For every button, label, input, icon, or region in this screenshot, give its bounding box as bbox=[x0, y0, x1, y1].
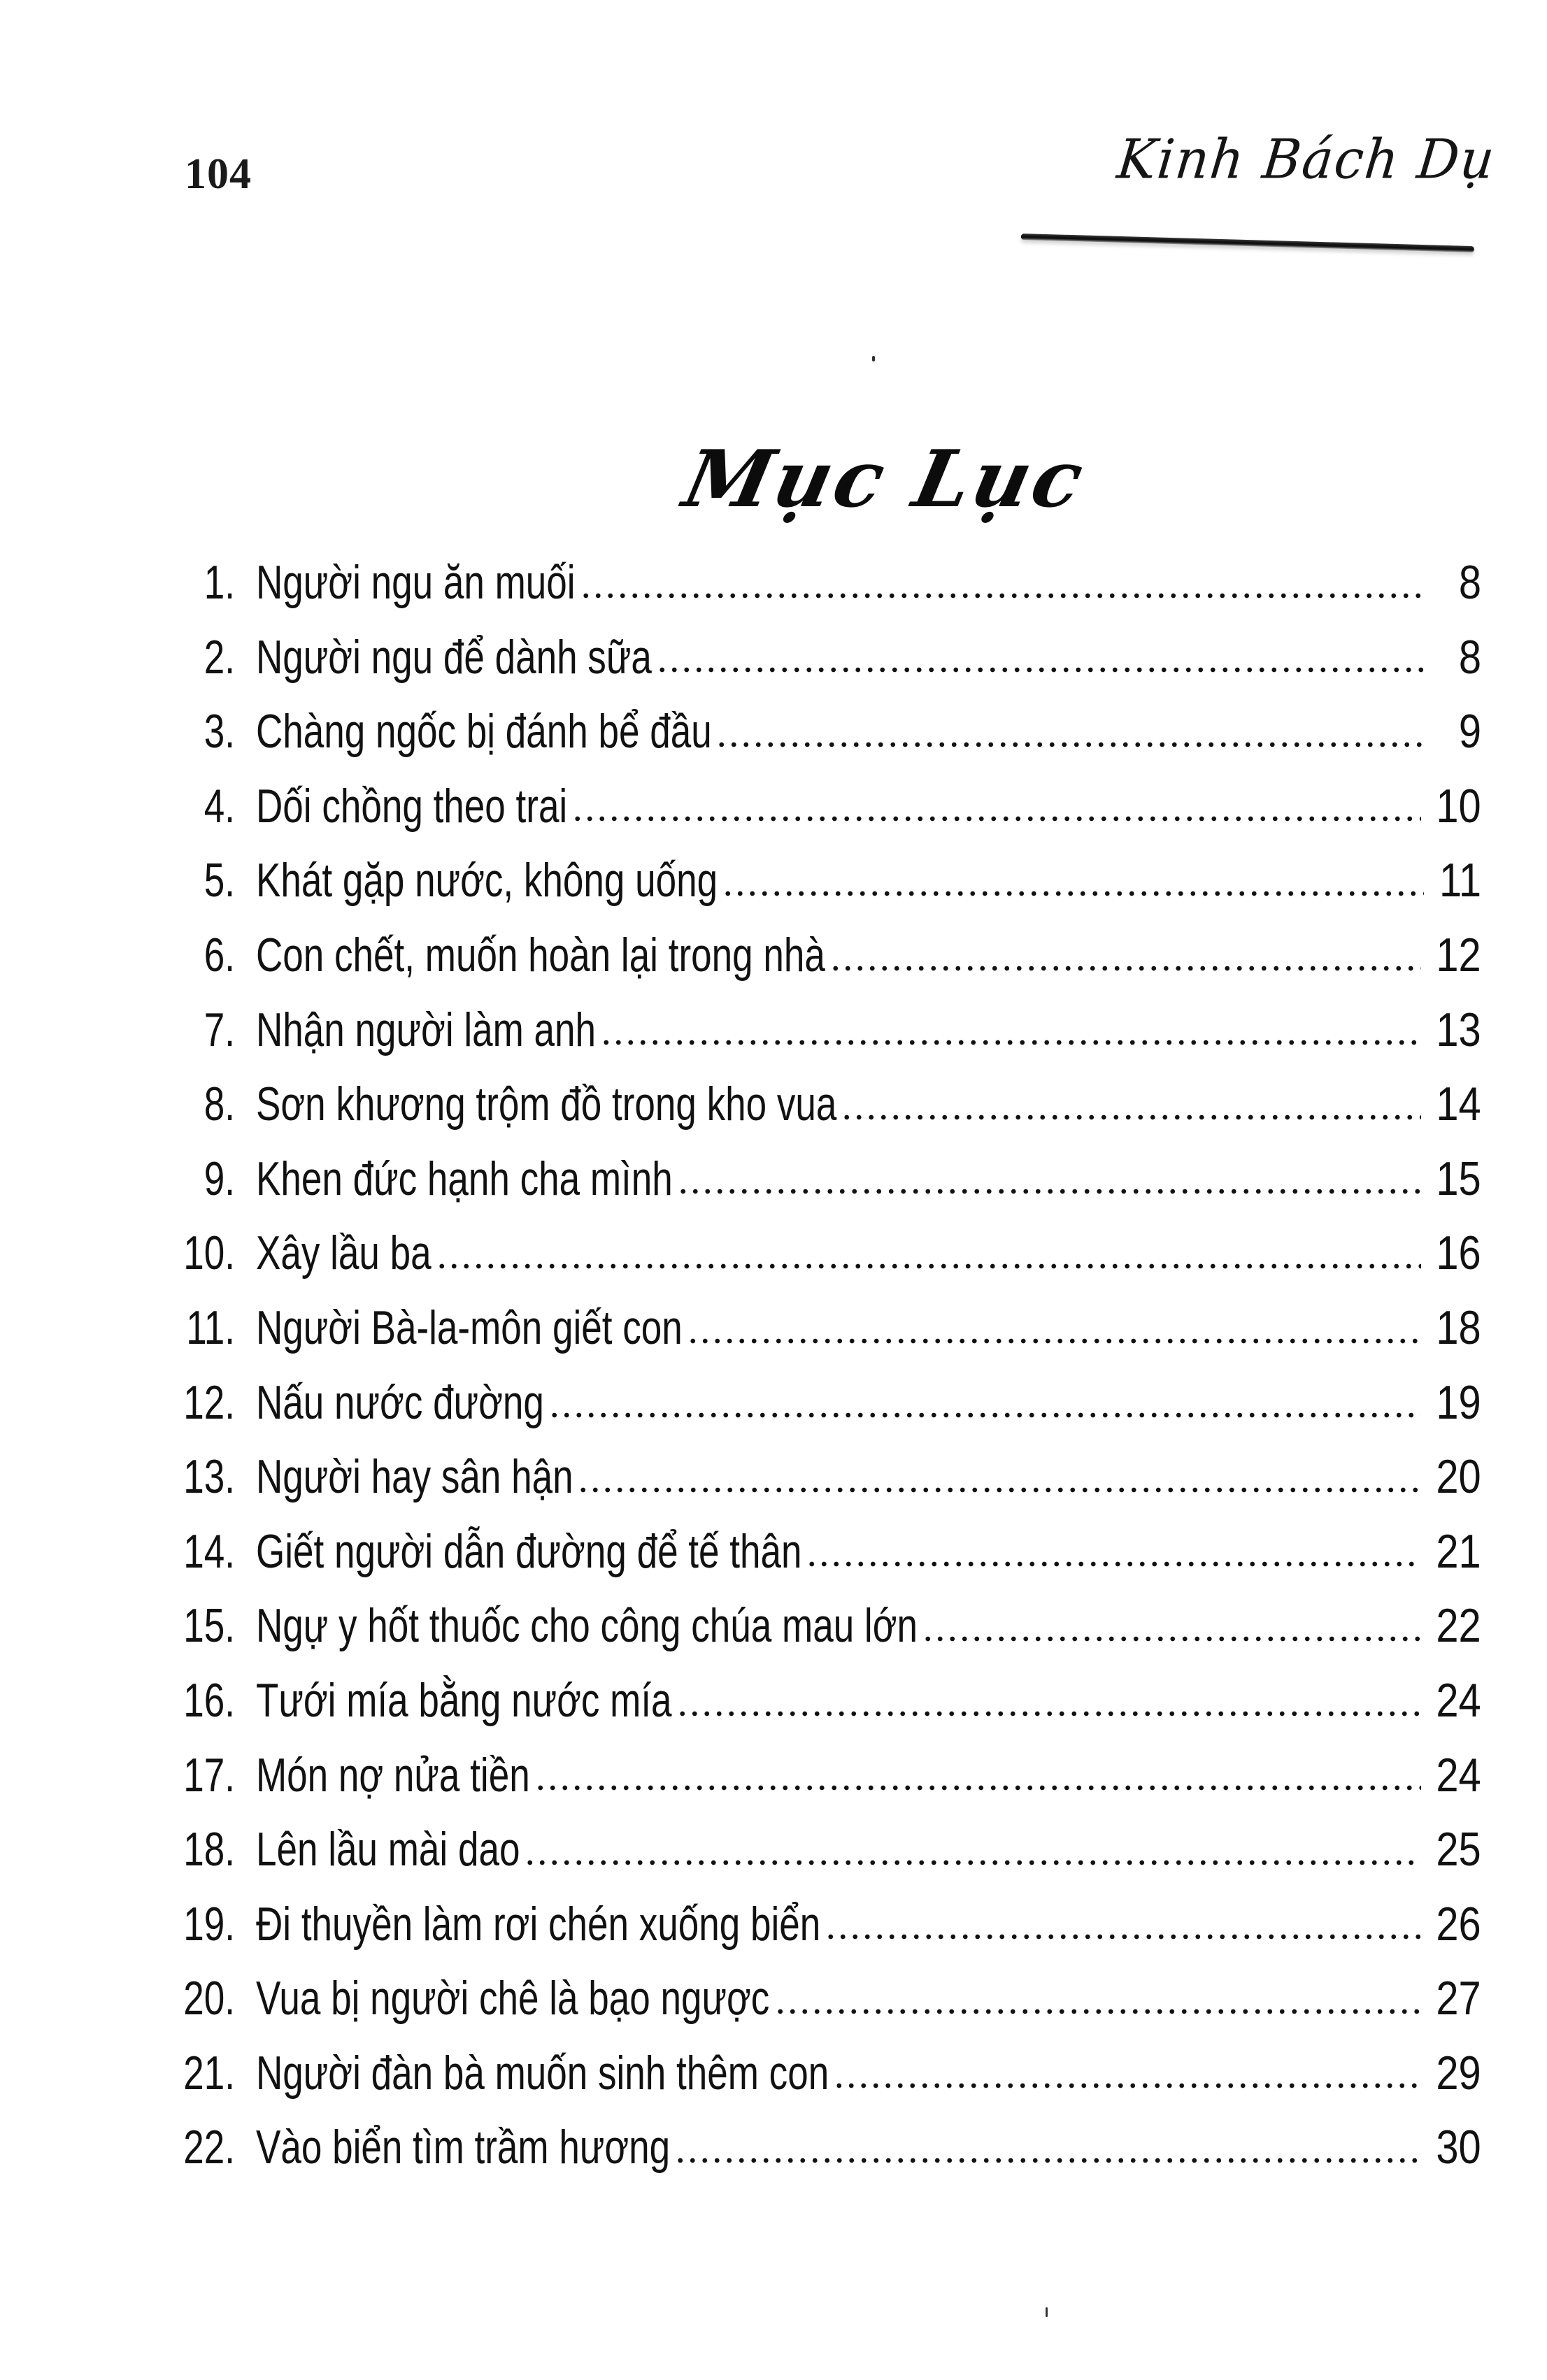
entry-title: Ngự y hốt thuốc cho công chúa mau lớn bbox=[256, 1599, 918, 1653]
entry-page: 21 bbox=[1436, 1524, 1481, 1578]
toc-entry[interactable] bbox=[159, 1067, 1481, 1142]
entry-page: 25 bbox=[1436, 1823, 1481, 1877]
entry-title: Người Bà-la-môn giết con bbox=[256, 1300, 683, 1354]
entry-number: 18. bbox=[183, 1823, 235, 1877]
entry-page: 11 bbox=[1439, 854, 1481, 908]
entry-title: Giết người dẫn đường để tế thân bbox=[256, 1524, 802, 1578]
toc-entry[interactable] bbox=[159, 2036, 1481, 2111]
dot-leader bbox=[656, 665, 1424, 675]
entry-title: Người ngu để dành sữa bbox=[256, 630, 652, 684]
entry-page: 19 bbox=[1436, 1375, 1481, 1429]
entry-page: 15 bbox=[1436, 1152, 1481, 1205]
entry-page: 22 bbox=[1436, 1599, 1481, 1653]
dot-leader bbox=[436, 1261, 1421, 1271]
toc-entry[interactable] bbox=[159, 769, 1481, 844]
entry-number: 4. bbox=[204, 779, 235, 833]
dot-leader bbox=[722, 889, 1424, 898]
toc-entry[interactable] bbox=[159, 1812, 1481, 1887]
entry-page: 14 bbox=[1436, 1077, 1481, 1131]
header-rule bbox=[1021, 234, 1474, 252]
dot-leader bbox=[600, 1038, 1421, 1047]
toc-entry[interactable] bbox=[159, 1142, 1481, 1217]
entry-title: Người đàn bà muốn sinh thêm con bbox=[256, 2046, 829, 2100]
entry-number: 2. bbox=[204, 630, 235, 684]
entry-page: 8 bbox=[1458, 556, 1481, 609]
toc-entry[interactable] bbox=[159, 1738, 1481, 1813]
entry-page: 30 bbox=[1436, 2121, 1481, 2174]
dot-leader bbox=[580, 591, 1424, 601]
stray-mark bbox=[1046, 2307, 1048, 2317]
toc-entry[interactable] bbox=[159, 2110, 1481, 2185]
entry-number: 16. bbox=[183, 1673, 235, 1727]
entry-page: 16 bbox=[1436, 1226, 1481, 1280]
entry-number: 13. bbox=[183, 1450, 235, 1504]
dot-leader bbox=[829, 963, 1421, 973]
entry-title: Lên lầu mài dao bbox=[256, 1823, 520, 1877]
entry-title: Khen đức hạnh cha mình bbox=[256, 1152, 673, 1205]
running-title: Kinh Bách Dụ bbox=[1114, 127, 1499, 192]
dot-leader bbox=[548, 1410, 1421, 1420]
dot-leader bbox=[774, 2007, 1422, 2016]
entry-page: 9 bbox=[1458, 705, 1481, 759]
entry-number: 6. bbox=[204, 928, 235, 982]
toc-entry[interactable] bbox=[159, 1887, 1481, 1962]
toc-entry[interactable] bbox=[159, 620, 1481, 695]
toc-entry[interactable] bbox=[159, 843, 1481, 918]
entry-page: 8 bbox=[1458, 630, 1481, 684]
entry-title: Món nợ nửa tiền bbox=[256, 1748, 530, 1802]
entry-number: 17. bbox=[183, 1748, 235, 1802]
entry-title: Chàng ngốc bị đánh bể đầu bbox=[256, 705, 712, 759]
toc-entry[interactable] bbox=[159, 545, 1481, 620]
dot-leader bbox=[841, 1112, 1421, 1122]
entry-number: 1. bbox=[204, 556, 235, 609]
dot-leader bbox=[806, 1559, 1421, 1569]
entry-page: 24 bbox=[1436, 1748, 1481, 1802]
entry-number: 11. bbox=[186, 1300, 235, 1354]
entry-page: 27 bbox=[1436, 1972, 1481, 2026]
entry-title: Xây lầu ba bbox=[256, 1226, 432, 1280]
stray-mark bbox=[872, 356, 875, 361]
entry-page: 24 bbox=[1436, 1673, 1481, 1727]
entry-title: Khát gặp nước, không uống bbox=[256, 854, 718, 908]
entry-number: 15. bbox=[183, 1599, 235, 1653]
entry-number: 20. bbox=[183, 1972, 235, 2026]
entry-page: 12 bbox=[1436, 928, 1481, 982]
entry-title: Người hay sân hận bbox=[256, 1450, 573, 1504]
entry-title: Vua bị người chê là bạo ngược bbox=[256, 1972, 770, 2026]
dot-leader bbox=[833, 2081, 1421, 2091]
entry-page: 13 bbox=[1436, 1003, 1481, 1056]
entry-page: 18 bbox=[1436, 1300, 1481, 1354]
toc-entry[interactable] bbox=[159, 1514, 1481, 1589]
toc-entry[interactable] bbox=[159, 1365, 1481, 1440]
entry-number: 5. bbox=[204, 854, 235, 908]
entry-number: 8. bbox=[204, 1077, 235, 1131]
entry-page: 10 bbox=[1436, 779, 1481, 833]
dot-leader bbox=[534, 1783, 1421, 1793]
toc-entry[interactable] bbox=[159, 993, 1481, 1068]
toc-title: Mục Lục bbox=[676, 433, 1094, 526]
dot-leader bbox=[524, 1858, 1421, 1868]
entry-title: Dối chồng theo trai bbox=[256, 779, 568, 833]
dot-leader bbox=[676, 1709, 1422, 1719]
toc-entry[interactable] bbox=[159, 1216, 1481, 1291]
dot-leader bbox=[687, 1336, 1422, 1346]
toc-entry[interactable] bbox=[159, 1440, 1481, 1514]
toc-entry[interactable] bbox=[159, 1589, 1481, 1663]
dot-leader bbox=[674, 2156, 1421, 2165]
entry-title: Sơn khương trộm đồ trong kho vua bbox=[256, 1077, 837, 1131]
dot-leader bbox=[677, 1187, 1422, 1196]
entry-number: 14. bbox=[183, 1524, 235, 1578]
dot-leader bbox=[571, 814, 1421, 824]
entry-page: 20 bbox=[1436, 1450, 1481, 1504]
toc-entry[interactable] bbox=[159, 918, 1481, 993]
toc-list bbox=[159, 545, 1481, 2185]
page-number: 104 bbox=[185, 150, 252, 198]
entry-number: 21. bbox=[183, 2046, 235, 2100]
entry-title: Nhận người làm anh bbox=[256, 1003, 597, 1056]
entry-page: 29 bbox=[1436, 2046, 1481, 2100]
entry-number: 19. bbox=[183, 1897, 235, 1951]
entry-page: 26 bbox=[1436, 1897, 1481, 1951]
dot-leader bbox=[577, 1485, 1421, 1495]
entry-title: Người ngu ăn muối bbox=[256, 556, 576, 609]
toc-entry[interactable] bbox=[159, 1291, 1481, 1365]
entry-title: Vào biển tìm trầm hương bbox=[256, 2121, 671, 2174]
entry-number: 9. bbox=[204, 1152, 235, 1205]
dot-leader bbox=[715, 740, 1424, 750]
dot-leader bbox=[922, 1634, 1422, 1644]
entry-title: Tưới mía bằng nước mía bbox=[256, 1673, 672, 1727]
toc-entry[interactable] bbox=[159, 1663, 1481, 1738]
toc-entry[interactable] bbox=[159, 694, 1481, 769]
entry-number: 3. bbox=[204, 705, 235, 759]
entry-number: 10. bbox=[183, 1226, 235, 1280]
entry-number: 7. bbox=[204, 1003, 235, 1056]
toc-entry[interactable] bbox=[159, 1961, 1481, 2036]
entry-title: Con chết, muốn hoàn lại trong nhà bbox=[256, 928, 825, 982]
dot-leader bbox=[825, 1932, 1421, 1942]
entry-title: Đi thuyền làm rơi chén xuống biển bbox=[256, 1897, 821, 1951]
entry-number: 12. bbox=[183, 1375, 235, 1429]
entry-number: 22. bbox=[183, 2121, 235, 2174]
entry-title: Nấu nước đường bbox=[256, 1375, 544, 1429]
